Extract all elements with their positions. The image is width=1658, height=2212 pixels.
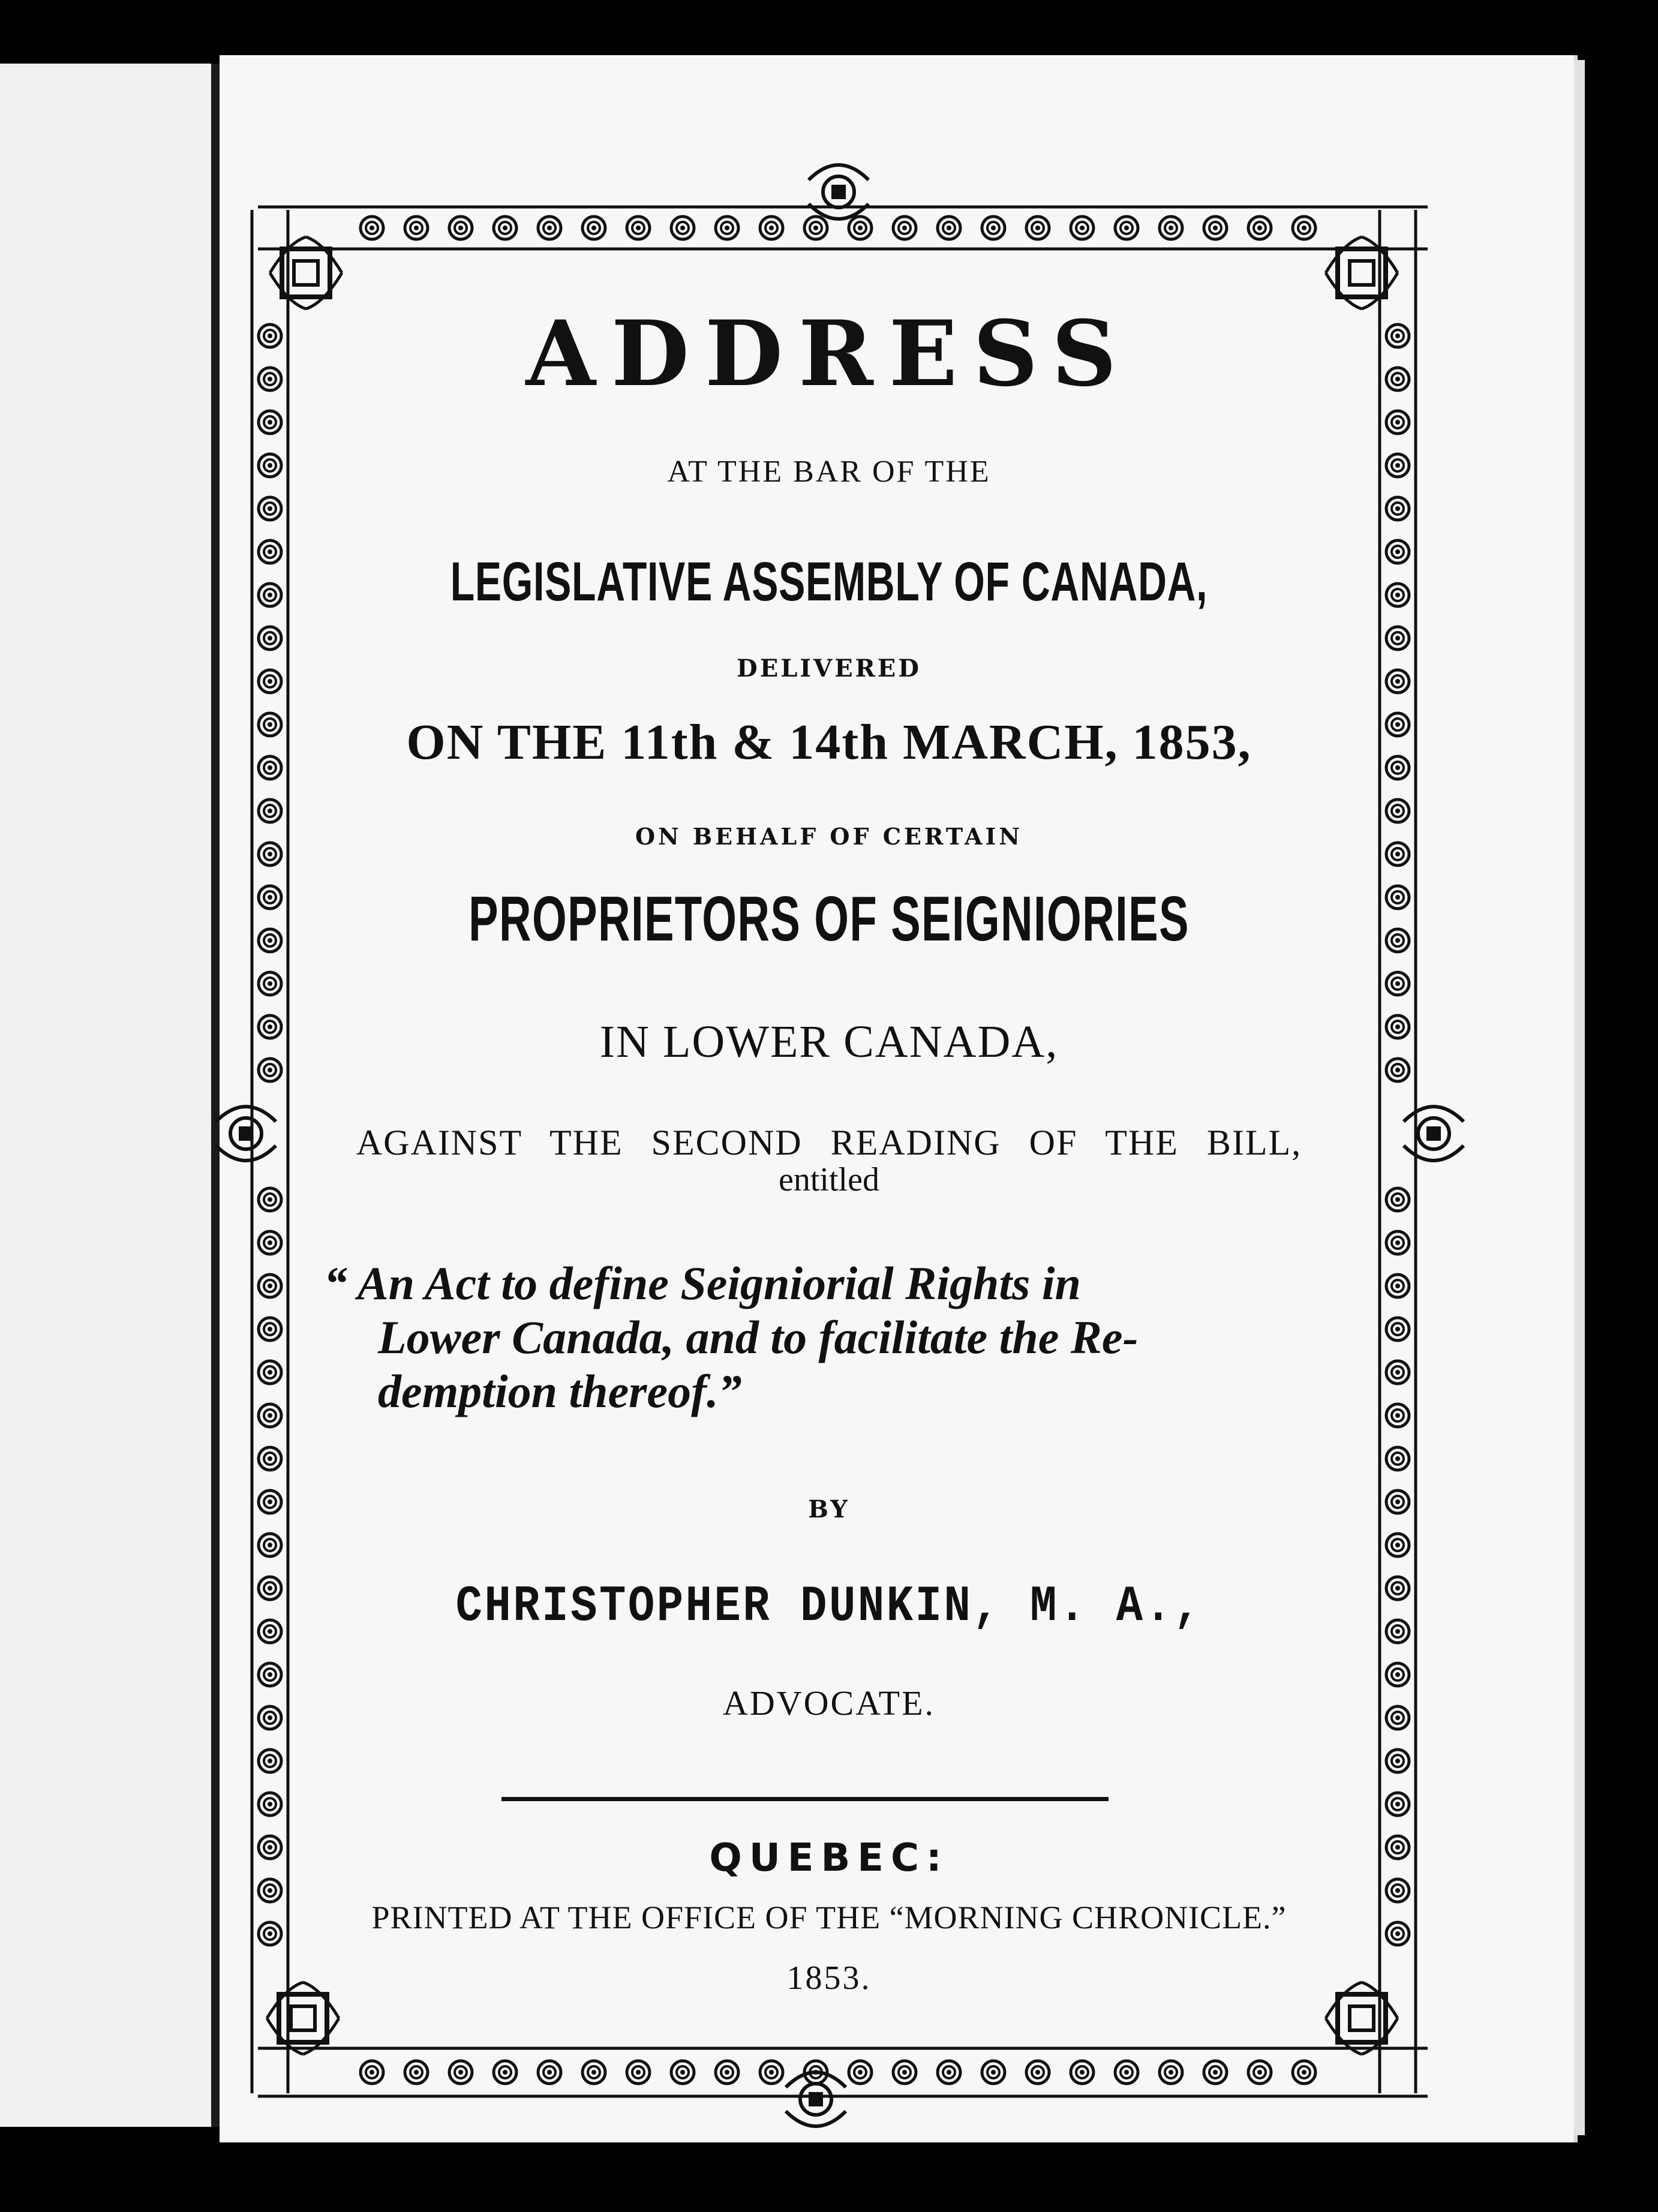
border-ornament [1160, 217, 1182, 239]
dates: ON THE 11th & 14th MARCH, 1853, [406, 714, 1252, 770]
border-ornament [1386, 800, 1409, 822]
border-ornament [1386, 1361, 1409, 1384]
border-ornament [1386, 1318, 1409, 1341]
border-ornament [259, 1231, 281, 1254]
title: ADDRESS [525, 301, 1133, 407]
border-ornament [1115, 2061, 1138, 2084]
by-label: BY [808, 1495, 850, 1523]
border-ornament [1204, 217, 1227, 239]
border-ornament [716, 2061, 738, 2084]
border-ornament [449, 2061, 472, 2084]
border-ornament [1115, 217, 1138, 239]
imprint-place: QUEBEC: [709, 1836, 949, 1880]
border-ornament [893, 2061, 916, 2084]
border-ornament [1386, 1231, 1409, 1254]
border-ornament [627, 217, 650, 239]
border-ornament [259, 627, 281, 650]
border-ornament [405, 2061, 428, 2084]
border-ornament [259, 1275, 281, 1297]
author-name: CHRISTOPHER DUNKIN, M. A., [455, 1579, 1203, 1636]
border-ornament [1386, 411, 1409, 434]
border-ornament [938, 217, 960, 239]
border-ornament [582, 217, 605, 239]
border-ornament [716, 217, 738, 239]
border-ornament [760, 2061, 783, 2084]
border-ornament [405, 217, 428, 239]
border-ornament [538, 2061, 561, 2084]
border-ornament [259, 1318, 281, 1341]
border-ornament [1386, 1793, 1409, 1816]
border-ornament [1386, 497, 1409, 520]
border-ornament [1386, 1404, 1409, 1427]
border-ornament [893, 217, 916, 239]
border-ornament [804, 217, 827, 239]
border-ornament [982, 217, 1005, 239]
border-ornament [259, 1534, 281, 1556]
border-ornament [1386, 1750, 1409, 1772]
border-ornament [494, 217, 516, 239]
border-ornament [259, 411, 281, 434]
behalf-label: ON BEHALF OF CERTAIN [635, 823, 1023, 850]
border-ornament [1160, 2061, 1182, 2084]
border-ornament [760, 217, 783, 239]
border-ornament [259, 497, 281, 520]
border-ornament [982, 2061, 1005, 2084]
border-ornament [1204, 2061, 1227, 2084]
border-ornament [259, 1447, 281, 1470]
border-ornament [1071, 2061, 1094, 2084]
border-ornament [259, 1750, 281, 1772]
imprint-printer: PRINTED AT THE OFFICE OF THE “MORNING CHRONICLE.” [371, 1900, 1287, 1936]
bill-title-line: Lower Canada, and to facilitate the Re- [378, 1311, 1139, 1363]
border-ornament [259, 1793, 281, 1816]
border-ornament [627, 2061, 650, 2084]
border-ornament [1248, 2061, 1271, 2084]
entitled-label: entitled [779, 1161, 879, 1198]
border-ornament [259, 1361, 281, 1384]
border-ornament [1386, 1534, 1409, 1556]
assembly-name: LEGISLATIVE ASSEMBLY OF CANADA, [450, 551, 1208, 612]
border-ornament [259, 800, 281, 822]
against-line: AGAINST THE SECOND READING OF THE BILL, [356, 1123, 1302, 1162]
border-ornament [1026, 217, 1049, 239]
border-ornament [449, 217, 472, 239]
border-ornament [259, 972, 281, 995]
imprint-year: 1853. [786, 1959, 872, 1997]
border-ornament [671, 217, 694, 239]
border-ornament [361, 217, 383, 239]
divider-rule [501, 1797, 1109, 1801]
border-ornament [938, 2061, 960, 2084]
border-ornament [582, 2061, 605, 2084]
border-ornament [1293, 2061, 1315, 2084]
border-ornament [849, 217, 872, 239]
subtitle-bar: AT THE BAR OF THE [667, 455, 991, 489]
author-profession: ADVOCATE. [722, 1684, 936, 1723]
border-ornament [361, 2061, 383, 2084]
border-ornament [494, 2061, 516, 2084]
border-ornament [1386, 972, 1409, 995]
bill-title-line: demption thereof.” [378, 1365, 742, 1417]
border-ornament [849, 2061, 872, 2084]
proprietors-heading: PROPRIETORS OF SEIGNIORIES [468, 883, 1190, 954]
border-ornament [1386, 1447, 1409, 1470]
border-ornament [1386, 627, 1409, 650]
border-ornament [671, 2061, 694, 2084]
region: IN LOWER CANADA, [599, 1017, 1059, 1067]
border-ornament [1071, 217, 1094, 239]
border-ornament [1026, 2061, 1049, 2084]
border-ornament [1386, 1275, 1409, 1297]
border-ornament [1293, 217, 1315, 239]
bill-title-line: “ An Act to define Seigniorial Rights in [324, 1257, 1081, 1309]
delivered-label: DELIVERED [737, 654, 921, 683]
border-ornament [538, 217, 561, 239]
bill-title [324, 1257, 1332, 1418]
border-ornament [259, 1404, 281, 1427]
border-ornament [1248, 217, 1271, 239]
